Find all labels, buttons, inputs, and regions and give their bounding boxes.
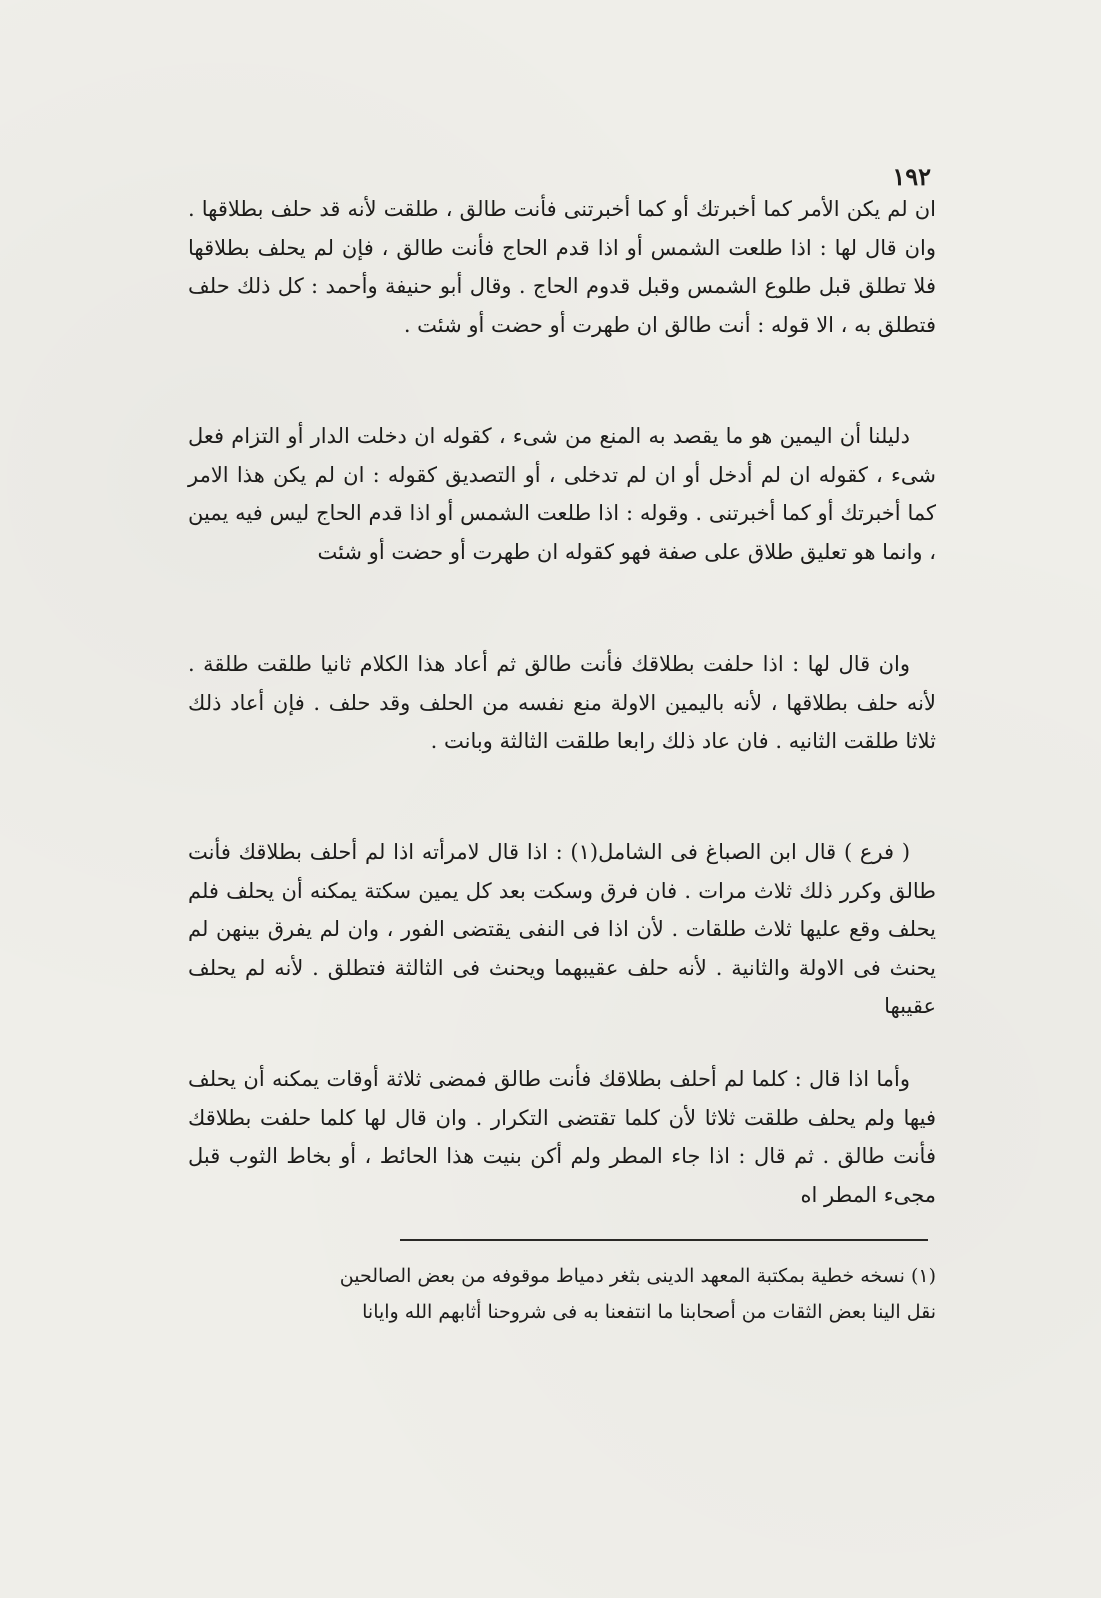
paragraph-5: وأما اذا قال : كلما لم أحلف بطلاقك فأنت طالق فمضى ثلاثة أوقات يمكنه أن يحلف فيها ولم يحلف طلقت ثلاثا لأن كلما تقتضى التكرار . وان قال لها كلما حلفت بطلاقك فأنت طالق . ثم قال : اذا جاء المطر ولم أكن بنيت هذا الحائط ، أو بخاط الثوب قبل مجىء المطر اه [188, 1067, 936, 1207]
paragraph-4: ( فرع ) قال ابن الصباغ فى الشامل(١) : اذا قال لامرأته اذا لم أحلف بطلاقك فأنت طالق وكرر ذلك ثلاث مرات . فان فرق وسكت بعد كل يمين سكتة يمكنه أن يحلف فلم يحلف وقع عليها ثلاث طلقات . لأن اذا فى النفى يقتضى الفور ، وان لم يفرق بينهن لم يحنث فى الاولة والثانية . لأنه حلف عقيبهما ويحنث فى الثالثة فتطلق . لأنه لم يحلف عقيبها [188, 840, 936, 1018]
footnote [208, 1258, 936, 1330]
paragraph-3: وان قال لها : اذا حلفت بطلاقك فأنت طالق ثم أعاد هذا الكلام ثانيا طلقت طلقة . لأنه حلف بطلاقها ، لأنه باليمين الاولة منع نفسه من الحلف وقد حلف . فإن أعاد ذلك ثلاثا طلقت الثانيه . فان عاد ذلك رابعا طلقت الثالثة وبانت . [188, 652, 936, 753]
paragraph-1: ان لم يكن الأمر كما أخبرتك أو كما أخبرتنى فأنت طالق ، طلقت لأنه قد حلف بطلاقها . وان قال لها : اذا طلعت الشمس أو اذا قدم الحاج فأنت طالق ، فإن لم يحلف بطلاقها فلا تطلق قبل طلوع الشمس وقبل قدوم الحاج . وقال أبو حنيفة وأحمد : كل ذلك حلف فتطلق به ، الا قوله : أنت طالق ان طهرت أو حضت أو شئت . [188, 197, 936, 337]
footnote-line-2: نقل الينا بعض الثقات من أصحابنا ما انتفعنا به فى شروحنا أثابهم الله وايانا [362, 1301, 936, 1323]
page-number: ١٩٢ [892, 162, 931, 191]
footnote-divider [400, 1239, 928, 1241]
footnote-line-1: (١) نسخه خطية بمكتبة المعهد الدينى بثغر دمياط موقوفه من بعض الصالحين [339, 1265, 936, 1287]
paragraph-2: دليلنا أن اليمين هو ما يقصد به المنع من شىء ، كقوله ان دخلت الدار أو التزام فعل شىء ، كقوله ان لم أدخل أو ان لم تدخلى ، أو التصديق كقوله : ان لم يكن هذا الامر كما أخبرتك أو كما أخبرتنى . وقوله : اذا طلعت الشمس أو اذا قدم الحاج ليس فيه يمين ، وانما هو تعليق طلاق على صفة فهو كقوله ان طهرت أو حضت أو شئت [188, 424, 936, 564]
